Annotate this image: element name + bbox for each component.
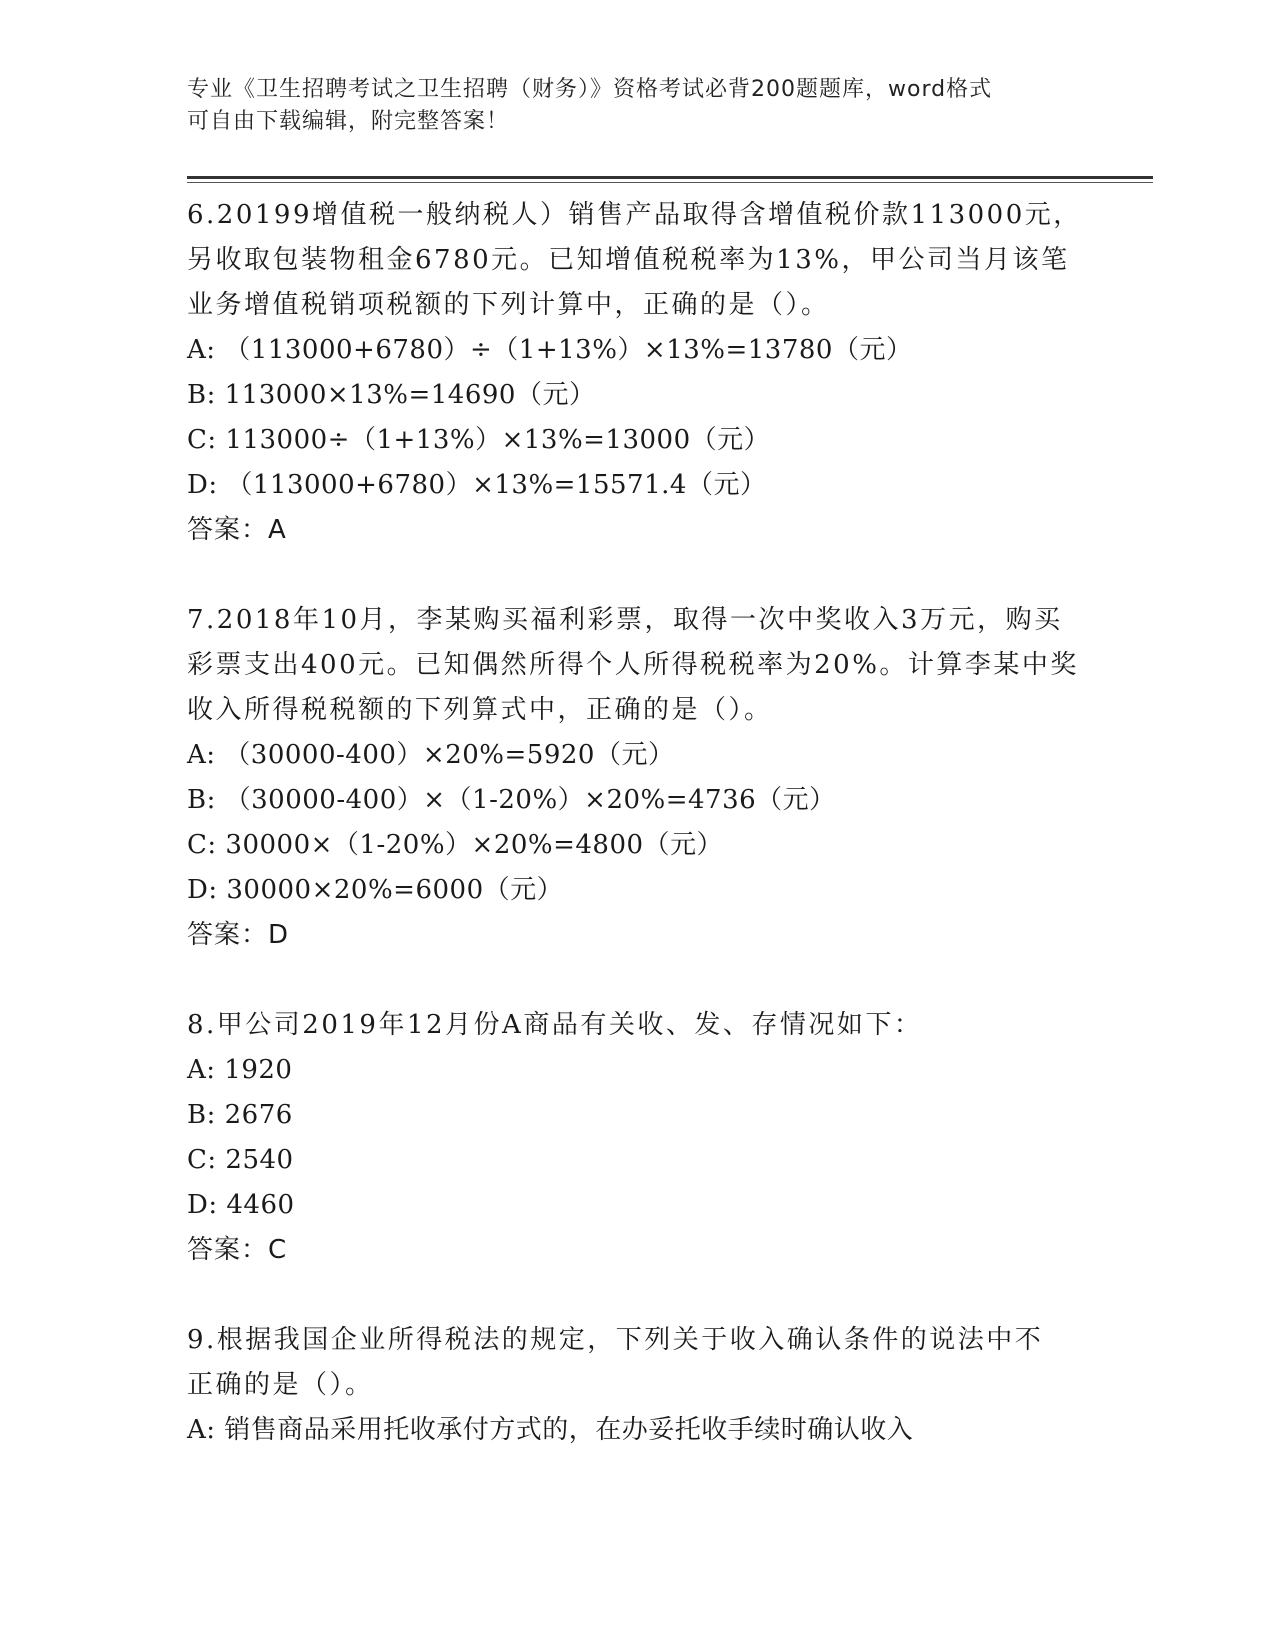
question-stem-line: 6.20199增值税一般纳税人）销售产品取得含增值税价款113000元， — [187, 200, 1082, 230]
option-a: A: （30000-400）×20%=5920（元） — [187, 740, 675, 770]
question-8 — [187, 1003, 1087, 1273]
option-b: B: 113000×13%=14690（元） — [187, 380, 596, 410]
header-line-1: 专业《卫生招聘考试之卫生招聘（财务）》资格考试必背200题题库，word格式 — [187, 77, 993, 102]
answer-line: 答案：D — [187, 920, 290, 950]
option-b: B: （30000-400）×（1-20%）×20%=4736（元） — [187, 785, 836, 815]
question-stem-line: 收入所得税税额的下列算式中，正确的是（）。 — [187, 695, 773, 725]
option-a: A: （113000+6780）÷（1+13%）×13%=13780（元） — [187, 335, 913, 365]
header-line-2: 可自由下载编辑，附完整答案！ — [187, 109, 510, 134]
question-list — [187, 193, 1087, 1453]
option-c: C: 30000×（1-20%）×20%=4800（元） — [187, 830, 724, 860]
option-d: D: 4460 — [187, 1190, 295, 1220]
option-c: C: 2540 — [187, 1145, 294, 1175]
option-a: A: 销售商品采用托收承付方式的，在办妥托收手续时确认收入 — [187, 1415, 914, 1445]
question-stem-line: 9.根据我国企业所得税法的规定，下列关于收入确认条件的说法中不 — [187, 1325, 1044, 1355]
question-6 — [187, 193, 1087, 553]
header-divider-thick — [187, 176, 1153, 179]
question-stem-line: 7.2018年10月，李某购买福利彩票，取得一次中奖收入3万元，购买 — [187, 605, 1063, 635]
question-9 — [187, 1318, 1087, 1453]
option-c: C: 113000÷（1+13%）×13%=13000（元） — [187, 425, 771, 455]
question-stem-line: 8.甲公司2019年12月份A商品有关收、发、存情况如下： — [187, 1010, 923, 1040]
question-stem-line: 彩票支出400元。已知偶然所得个人所得税税率为20%。计算李某中奖 — [187, 650, 1079, 680]
option-d: D: （113000+6780）×13%=15571.4（元） — [187, 470, 767, 500]
answer-line: 答案：A — [187, 515, 287, 545]
option-a: A: 1920 — [187, 1055, 293, 1085]
document-header — [187, 74, 1067, 138]
question-stem-line: 正确的是（）。 — [187, 1370, 374, 1400]
option-d: D: 30000×20%=6000（元） — [187, 875, 564, 905]
option-b: B: 2676 — [187, 1100, 293, 1130]
question-stem-line: 业务增值税销项税额的下列计算中，正确的是（）。 — [187, 290, 830, 320]
question-stem-line: 另收取包装物租金6780元。已知增值税税率为13%，甲公司当月该笔 — [187, 245, 1070, 275]
header-divider-thin — [187, 182, 1153, 183]
answer-line: 答案：C — [187, 1235, 288, 1265]
question-7 — [187, 598, 1087, 958]
